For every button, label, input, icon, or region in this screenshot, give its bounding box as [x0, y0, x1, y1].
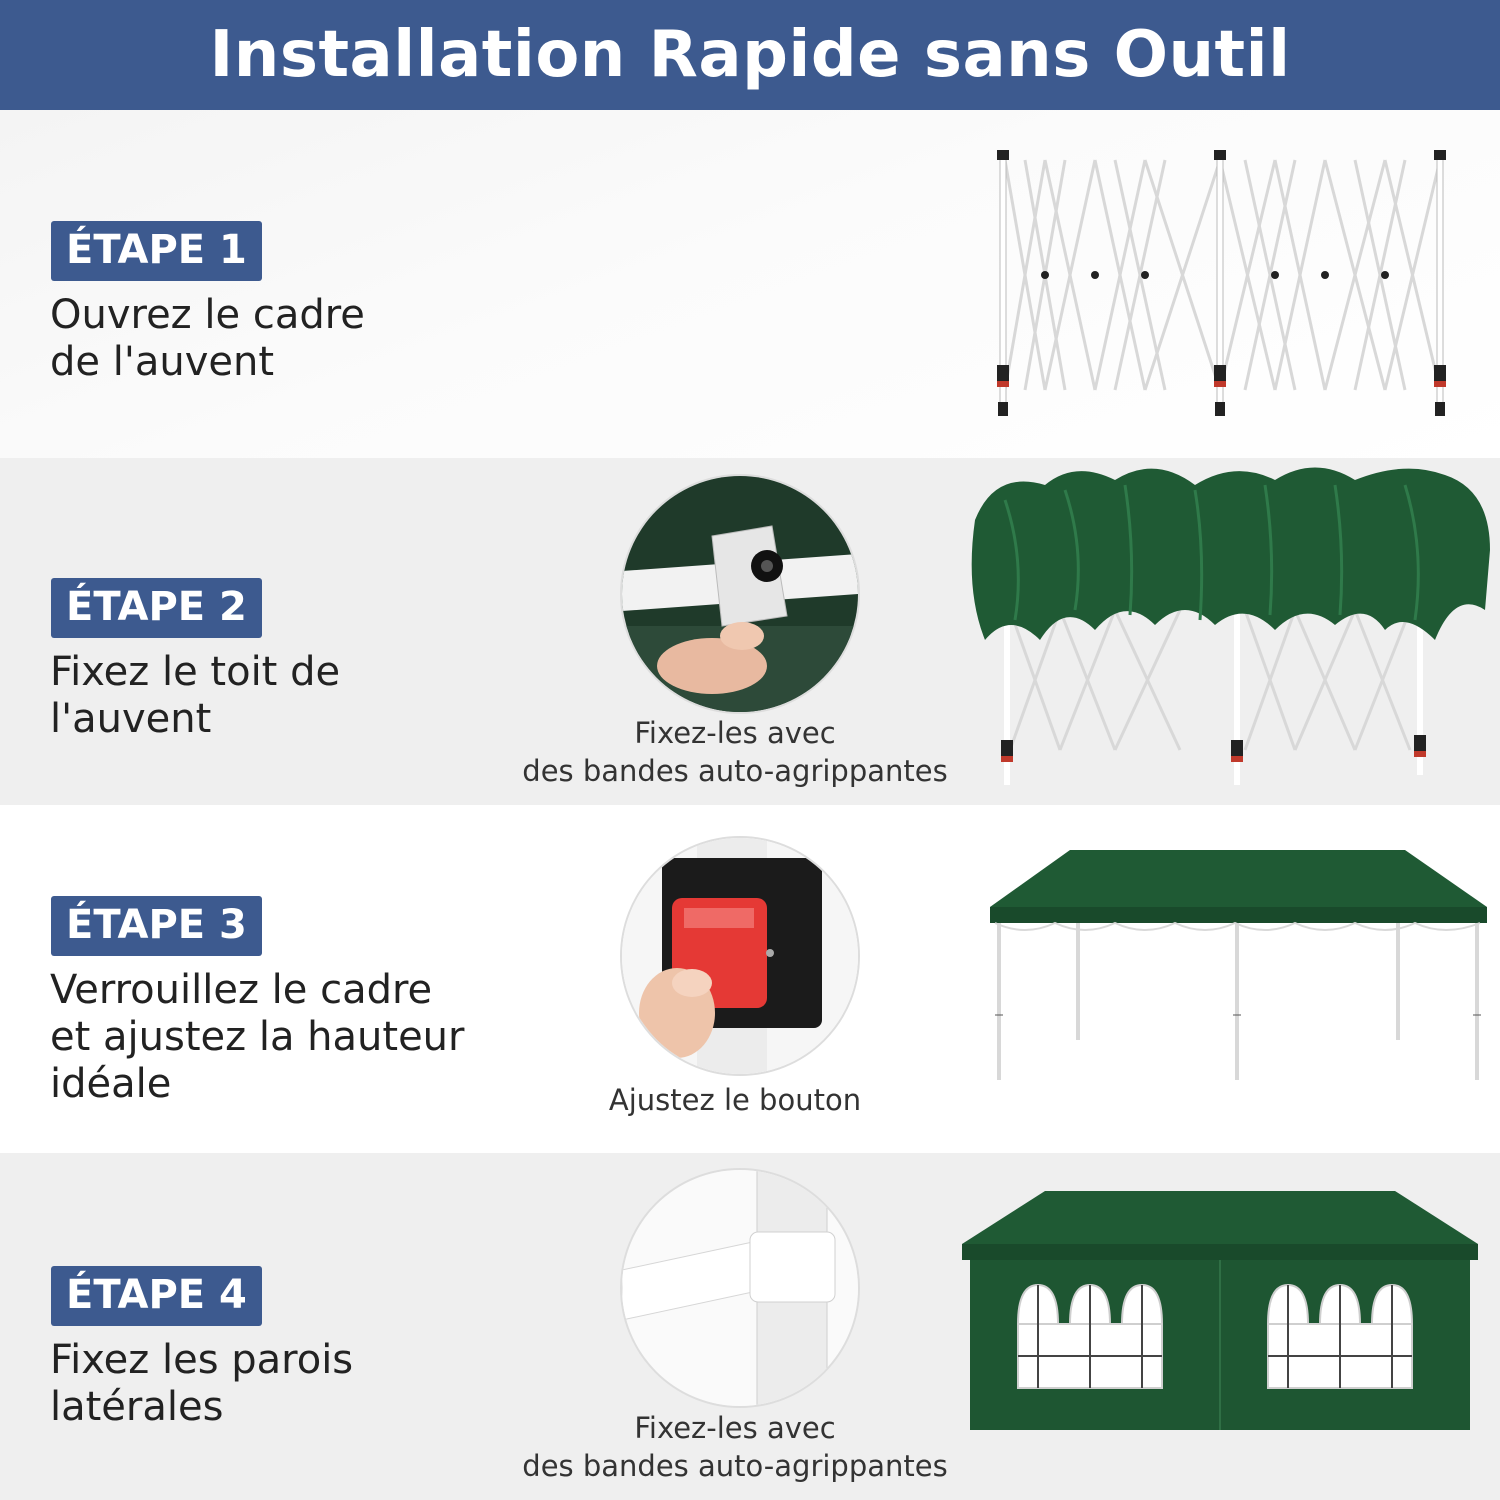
step-2-line-1: Fixez le toit de: [50, 649, 341, 695]
step-4-row: [0, 1153, 1500, 1500]
step-4-line-2: latérales: [50, 1384, 224, 1430]
canopy-tent-icon: [985, 845, 1490, 1085]
step-3-description: [50, 967, 520, 1108]
step-4-caption-line-1: Fixez-les avec: [634, 1411, 836, 1445]
step-1-line-1: Ouvrez le cadre: [50, 292, 365, 338]
step-3-line-3: idéale: [50, 1061, 172, 1107]
velcro-strap-closeup-icon: [620, 474, 860, 714]
step-4-caption-line-2: des bandes auto-agrippantes: [522, 1449, 948, 1483]
step-3-line-1: Verrouillez le cadre: [50, 967, 433, 1013]
step-2-badge: ÉTAPE 2: [51, 578, 262, 638]
step-4-badge: ÉTAPE 4: [51, 1266, 262, 1326]
step-3-caption: [475, 1081, 995, 1119]
step-2-row: [0, 458, 1500, 805]
page-title: Installation Rapide sans Outil: [209, 18, 1291, 92]
step-4-caption: [475, 1409, 995, 1485]
step-2-caption: [475, 714, 995, 790]
step-4-description: [50, 1337, 520, 1431]
sidewall-velcro-closeup-icon: [620, 1168, 860, 1408]
step-2-caption-line-1: Fixez-les avec: [634, 716, 836, 750]
tent-with-walls-icon: [960, 1189, 1480, 1434]
step-3-line-2: et ajustez la hauteur: [50, 1014, 465, 1060]
step-3-row: [0, 805, 1500, 1153]
lock-button-closeup-icon: [620, 836, 860, 1076]
step-1-row: [0, 110, 1500, 458]
step-3-badge: ÉTAPE 3: [51, 896, 262, 956]
folding-frame-icon: [985, 140, 1465, 430]
step-4-line-1: Fixez les parois: [50, 1337, 354, 1383]
step-2-line-2: l'auvent: [50, 696, 212, 742]
step-2-description: [50, 649, 520, 743]
step-2-caption-line-2: des bandes auto-agrippantes: [522, 754, 948, 788]
step-1-description: [50, 292, 520, 386]
step-3-caption-line-1: Ajustez le bouton: [608, 1083, 862, 1117]
title-banner: [0, 0, 1500, 110]
canopy-on-frame-icon: [965, 460, 1495, 795]
step-1-badge: ÉTAPE 1: [51, 221, 262, 281]
step-1-line-2: de l'auvent: [50, 339, 275, 385]
